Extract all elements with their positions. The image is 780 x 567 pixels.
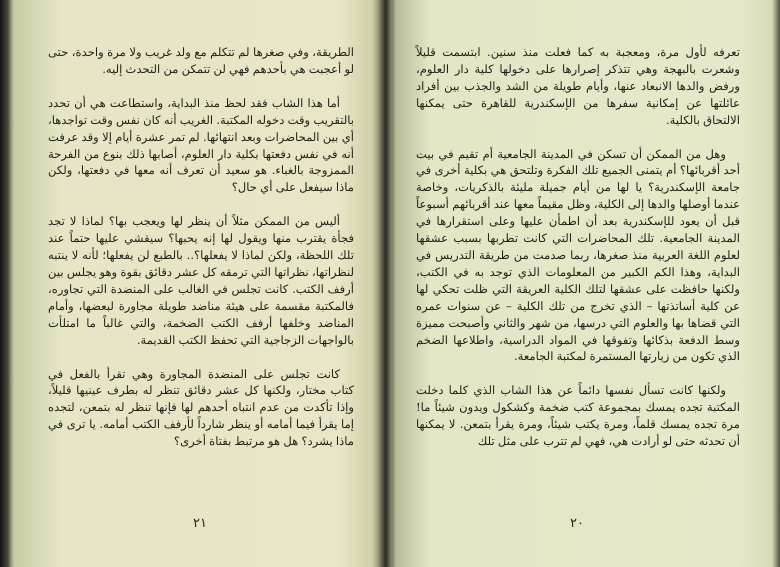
left-paragraph-3: أليس من الممكن مثلاً أن ينظر لها ويعجب بها؟ لماذا لا تجد فجأة يقترب منها ويقول لها إنه يحبها؟ سيقشي عليها حتماً عند تلك اللحظة، ولكن لماذا لا يفعلها؟.. بالطبع لن يفعلها؛ لأنه لا ينتبه لنظراتها، نظراتها التي ترمقه كل عشر دقائق بقوة وهو يجلس بين أرفف الكتب. كانت تجلس في الغالب على المنضدة التي تجاوره، فالمكتبة مقسمة على هيئة مناضد طويلة مجاورة لبعضها، وأمام المناضد وخلفها أرفف الكتب الضخمة، والتي غالباً ما امتلأت بالواجهات الزجاجية التي تحفظ الكتب القديمة. xyxy=(48,214,354,347)
left-paragraph-2: أما هذا الشاب فقد لحظ منذ البداية، واستطاعت هي أن تحدد بالتقريب وقت دخوله المكتبة. الغريب أنه كان نفس وقت تواجدها، أي بين المحاضرات وبعد انتهائها. لم تمر عشرة أيام إلا وقد عرفت أنه في نفس دفعتها بكلية دار العلوم، أصابها ذلك بنوع من الفرحة الممزوجة بالغباء. هو سعيد أن تعرف أنه معها في دفعتها، ولكن ماذا سيفعل على أي حال؟ xyxy=(48,95,354,195)
left-paragraph-4: كانت تجلس على المنضدة المجاورة وهي تقرأ بالفعل في كتاب مختار، ولكنها كل عشر دقائق تنظر له بطرف عينيها قليلاً، وإذا تأكدت من عدم انتباه أحدهم لها فإنها تنظر له بتمعن، لتجده إما يقرأ فيما أمامه أو ينظر شارداً لأرفف الكتب أمامه. يا ترى في ماذا يشرد؟ هل هو مرتبط بفتاة أخرى؟ xyxy=(48,366,354,449)
left-page-number: ٢١ xyxy=(193,516,207,531)
left-page xyxy=(10,0,378,567)
right-page-number: ٢٠ xyxy=(570,516,584,531)
right-paragraph-2: وهل من الممكن أن تسكن في المدينة الجامعية أم تقيم في بيت أحد أقربائها؟ أم يتمنى الجميع تلك الفكرة وتلتحق هي بكلية أخرى في جامعة الإسكندرية؟ يا لها من أيام جميلة مليئة بالذكريات، وخاصة عندما أوصلها والدها إلى الكلية، وظل مقيماً معها عند أقربائهم أسبوعاً قبل أن يعود للإسكندرية بعد أن اطمأن عليها وعلى استقرارها في المدينة الجامعية. تلك المحاضرات التي كانت تطربها بسبب عشقها لعلوم اللغة العربية منذ صغرها، ربما صدمت من طريقة التدريس في البداية، وهذا الكم الكبير من المعلومات الذي توجد به في الكتب، ولكنها حافظت على عشقها لتلك الكلية العريقة التي ظلت تحكي لها عن كلية أساتذتها – الذي تخرج من تلك الكلية – عن سنوات عمره التي قضاها بها والعلوم التي درسها، من شهر والثاني وأصبحت مميزة وسط الدفعة بذكائها وتفوقها في المواد الدراسية، واطلاعها الضخم الذي تكون من زيارتها المستمرة لمكتبة الجامعة. xyxy=(416,146,740,364)
book-edge-shadow xyxy=(0,0,10,567)
right-paragraph-3: ولكنها كانت تسأل نفسها دائماً عن هذا الشاب الذي كلما دخلت المكتبة تجده يمسك بمجموعة كتب ضخمة وكشكول ويدون شيئاً ما! مرة تجده يمسك قلماً، ومرة يكتب شيئاً، ومرة يقرأ بتمعن. لا يمكنها أن تحدثه حتى لو أرادت هي، فهي لم تترب على مثل تلك xyxy=(416,383,740,449)
book-gutter xyxy=(378,0,392,567)
left-paragraph-1: الطريقة، وفي صغرها لم تتكلم مع ولد غريب ولا مرة واحدة، حتى لو أعجبت هي بأحدهم فهي لن تتمكن من التحدث إليه. xyxy=(48,45,354,76)
right-paragraph-1: تعرفه لأول مرة، ومعجبة به كما فعلت منذ سنين. ابتسمت قليلاً وشعرت بالبهجة وهي تتذكر إصرارها على دخولها كلية دار العلوم، ورفض والدها الانبعاد عنها، وأيام طويلة من الشد والجذب بين أفراد عائلتها عن إمكانية سفرها من الإسكندرية للقاهرة حتى يمكنها الالتحاق بالكلية. xyxy=(416,45,740,127)
right-page-text xyxy=(416,44,740,450)
left-page-text xyxy=(48,44,354,450)
right-page xyxy=(392,0,774,567)
